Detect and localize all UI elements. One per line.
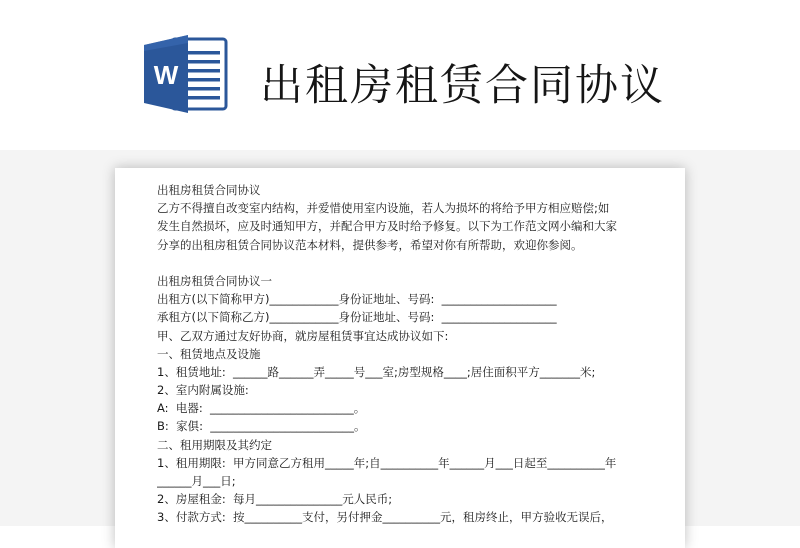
clause-line: 2、房屋租金: 每月_______________元人民币; xyxy=(157,492,393,507)
clause-line: 1、租用期限: 甲方同意乙方租用_____年;自__________年______月___日起至__________年 xyxy=(157,455,617,470)
clause-line: A: 电器: _________________________。 xyxy=(157,401,366,416)
intro-line: 乙方不得擅自改变室内结构，并爱惜使用室内设施，若人为损坏的将给予甲方相应赔偿;如 xyxy=(157,201,610,216)
lessee-line: 承租方(以下简称乙方)____________身份证地址、号码: ____________________ xyxy=(157,310,557,325)
clause-heading: 一、租赁地点及设施 xyxy=(157,346,261,361)
agreement-line: 甲、乙双方通过友好协商，就房屋租赁事宜达成协议如下: xyxy=(157,328,449,343)
section-title: 出租房租赁合同协议一 xyxy=(157,273,272,288)
clause-line: B: 家俱: _________________________。 xyxy=(157,419,366,434)
lessor-line: 出租方(以下简称甲方)____________身份证地址、号码: ____________________ xyxy=(157,292,557,307)
word-logo-icon xyxy=(142,33,230,115)
document-body xyxy=(157,181,657,527)
intro-line: 分享的出租房租赁合同协议范本材料，提供参考，希望对你有所帮助，欢迎你参阅。 xyxy=(157,237,583,252)
document-page xyxy=(115,168,685,548)
page-title: 出租房租赁合同协议 xyxy=(260,61,665,111)
banner xyxy=(0,0,800,150)
clause-line: 3、付款方式: 按__________支付，另付押金__________元，租房终止，甲方验收无误后， xyxy=(157,510,613,525)
clause-line: 2、室内附属设施: xyxy=(157,383,249,398)
intro-line: 发生自然损坏，应及时通知甲方，并配合甲方及时给予修复。以下为工作范文网小编和大家 xyxy=(157,219,617,234)
document-heading: 出租房租赁合同协议 xyxy=(157,183,261,197)
clause-line: ______月___日; xyxy=(157,474,236,488)
clause-heading: 二、租用期限及其约定 xyxy=(157,437,272,452)
paragraph-gap xyxy=(157,254,657,272)
word-logo-letter: W xyxy=(153,60,179,90)
clause-line: 1、租赁地址: ______路______弄_____号___室;房型规格____;居住面积平方_______米; xyxy=(157,364,596,379)
